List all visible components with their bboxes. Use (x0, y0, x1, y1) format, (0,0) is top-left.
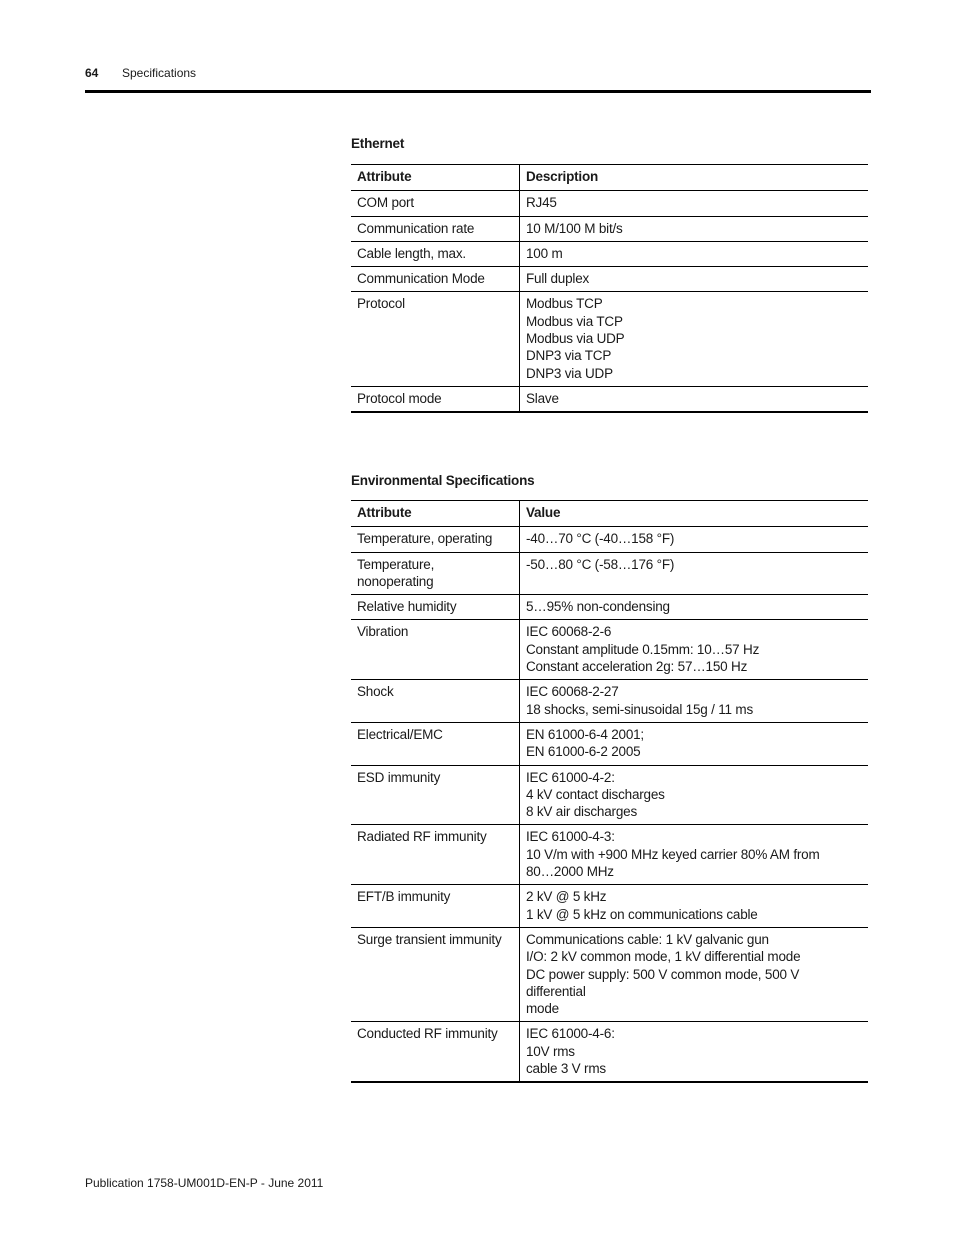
table-row (351, 825, 868, 885)
attribute-cell: Temperature, nonoperating (351, 552, 520, 595)
table-header-row (351, 165, 868, 191)
value-cell (520, 885, 869, 928)
attribute-cell: Communication Mode (351, 267, 520, 292)
publication-footer: Publication 1758-UM001D-EN-P - June 2011 (85, 1176, 324, 1190)
value-line: 5…95% non-condensing (526, 599, 670, 615)
value-line: 2 kV @ 5 kHz (526, 889, 607, 905)
table-header-row (351, 501, 868, 527)
table-row (351, 552, 868, 595)
attribute-cell: Cable length, max. (351, 241, 520, 266)
value-line: Modbus TCP (526, 296, 603, 312)
value-line: 1 kV @ 5 kHz on communications cable (526, 906, 758, 922)
value-cell (520, 765, 869, 825)
ethernet-table (351, 164, 868, 413)
value-line: DC power supply: 500 V common mode, 500 V differential (526, 966, 800, 999)
value-line: IEC 61000-4-6: (526, 1026, 615, 1042)
page-number: 64 (85, 66, 99, 80)
value-cell (520, 241, 869, 266)
attribute-cell: Relative humidity (351, 595, 520, 620)
value-line: RJ45 (526, 195, 557, 211)
value-cell (520, 1022, 869, 1082)
table-row (351, 927, 868, 1021)
value-line: Slave (526, 390, 559, 406)
environmental-table (351, 500, 868, 1083)
column-header-value: Value (520, 501, 869, 527)
value-line: IEC 61000-4-2: (526, 769, 615, 785)
table-row (351, 241, 868, 266)
value-cell (520, 527, 869, 552)
environmental-section-title: Environmental Specifications (351, 473, 535, 488)
value-line: mode (526, 1001, 559, 1017)
value-cell (520, 620, 869, 680)
value-cell (520, 595, 869, 620)
value-line: -50…80 °C (-58…176 °F) (526, 556, 675, 572)
attribute-cell: Electrical/EMC (351, 722, 520, 765)
table-row (351, 680, 868, 723)
attribute-cell: Protocol (351, 292, 520, 386)
value-cell (520, 722, 869, 765)
attribute-cell: EFT/B immunity (351, 885, 520, 928)
column-header-attribute: Attribute (351, 165, 520, 191)
value-line: EN 61000-6-4 2001; (526, 726, 644, 742)
table-row (351, 620, 868, 680)
value-line: 100 m (526, 245, 563, 261)
table-row (351, 765, 868, 825)
attribute-cell: Communication rate (351, 216, 520, 241)
table-row (351, 527, 868, 552)
value-line: I/O: 2 kV common mode, 1 kV differential mode (526, 949, 801, 965)
value-line: 80…2000 MHz (526, 864, 614, 880)
value-line: Modbus via UDP (526, 331, 625, 347)
attribute-cell: Temperature, operating (351, 527, 520, 552)
attribute-cell: Radiated RF immunity (351, 825, 520, 885)
value-cell (520, 292, 869, 386)
value-line: Constant acceleration 2g: 57…150 Hz (526, 659, 748, 675)
table-row (351, 216, 868, 241)
value-line: IEC 60068-2-6 (526, 624, 612, 640)
attribute-cell: Surge transient immunity (351, 927, 520, 1021)
table-row (351, 595, 868, 620)
value-line: IEC 61000-4-3: (526, 829, 615, 845)
value-line: EN 61000-6-2 2005 (526, 744, 641, 760)
ethernet-section-title: Ethernet (351, 136, 405, 151)
attribute-cell: Vibration (351, 620, 520, 680)
table-row (351, 885, 868, 928)
value-line: -40…70 °C (-40…158 °F) (526, 531, 675, 547)
table-row (351, 267, 868, 292)
value-line: 4 kV contact discharges (526, 786, 665, 802)
attribute-cell: Protocol mode (351, 386, 520, 412)
table-row (351, 1022, 868, 1082)
value-cell (520, 825, 869, 885)
table-row (351, 386, 868, 412)
value-cell (520, 927, 869, 1021)
value-cell (520, 267, 869, 292)
environmental-table-body (351, 527, 868, 1083)
value-line: 18 shocks, semi-sinusoidal 15g / 11 ms (526, 701, 754, 717)
table-row (351, 191, 868, 216)
value-line: DNP3 via TCP (526, 348, 612, 364)
page-header (85, 66, 871, 93)
value-cell (520, 191, 869, 216)
value-cell (520, 386, 869, 412)
value-line: Full duplex (526, 271, 590, 287)
value-cell (520, 216, 869, 241)
attribute-cell: Conducted RF immunity (351, 1022, 520, 1082)
attribute-cell: COM port (351, 191, 520, 216)
value-line: Communications cable: 1 kV galvanic gun (526, 931, 769, 947)
column-header-description: Description (520, 165, 869, 191)
ethernet-table-body (351, 191, 868, 412)
value-line: IEC 60068-2-27 (526, 684, 619, 700)
attribute-cell: ESD immunity (351, 765, 520, 825)
table-row (351, 722, 868, 765)
table-row (351, 292, 868, 386)
attribute-cell: Shock (351, 680, 520, 723)
value-line: 10 V/m with +900 MHz keyed carrier 80% AM from (526, 846, 820, 862)
value-line: 10 M/100 M bit/s (526, 220, 623, 236)
value-cell (520, 680, 869, 723)
value-line: 10V rms (526, 1043, 575, 1059)
header-section-name: Specifications (122, 66, 197, 80)
value-cell (520, 552, 869, 595)
value-line: DNP3 via UDP (526, 365, 613, 381)
value-line: cable 3 V rms (526, 1061, 606, 1077)
value-line: Constant amplitude 0.15mm: 10…57 Hz (526, 641, 760, 657)
value-line: 8 kV air discharges (526, 804, 638, 820)
value-line: Modbus via TCP (526, 313, 623, 329)
column-header-attribute: Attribute (351, 501, 520, 527)
